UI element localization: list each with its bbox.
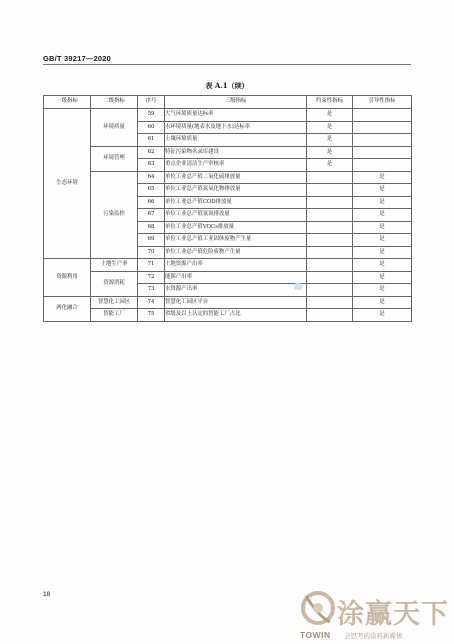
table-row: [44, 146, 412, 159]
level3-cell: 单位工业总产值危险废物产生量: [165, 246, 307, 259]
number-cell: 67: [138, 209, 165, 222]
number-cell: 69: [138, 234, 165, 247]
guiding-cell: [353, 146, 412, 159]
number-cell: 75: [138, 309, 165, 322]
number-cell: 62: [138, 146, 165, 159]
level3-cell: 能源产出率: [165, 271, 307, 284]
level2-cell: 环境管理: [91, 146, 138, 171]
level2-cell: 智慧化工园区: [91, 296, 138, 309]
guiding-cell: 是: [353, 296, 412, 309]
guiding-cell: 是: [353, 209, 412, 222]
col-header-number: 序号: [138, 96, 165, 109]
guiding-cell: 是: [353, 309, 412, 322]
table-body: [44, 109, 412, 322]
binding-cell: [307, 234, 353, 247]
level3-cell: 大气环境质量达标率: [165, 109, 307, 122]
guiding-cell: [353, 109, 412, 122]
level3-cell: 单位工业总产值VOCs排放量: [165, 221, 307, 234]
guiding-cell: [353, 159, 412, 172]
table-header-row: [44, 96, 412, 109]
level3-cell: 土壤环境质量: [165, 134, 307, 147]
binding-cell: [307, 309, 353, 322]
col-header-level3: 三级指标: [165, 96, 307, 109]
level3-cell: 单位工业总产值工业固体废物产生量: [165, 234, 307, 247]
page-number: 18: [43, 591, 51, 598]
guiding-cell: [353, 134, 412, 147]
guiding-cell: 是: [353, 246, 412, 259]
binding-cell: 是: [307, 121, 353, 134]
number-cell: 74: [138, 296, 165, 309]
brand-slogan: 会思考的涂料新媒体: [344, 632, 403, 640]
faint-watermark-mark: [294, 283, 302, 290]
level2-cell: 污染监控: [91, 171, 138, 259]
number-cell: 73: [138, 284, 165, 297]
binding-cell: [307, 271, 353, 284]
binding-cell: [307, 246, 353, 259]
binding-cell: [307, 259, 353, 272]
table-row: [44, 259, 412, 272]
binding-cell: [307, 171, 353, 184]
number-cell: 71: [138, 259, 165, 272]
number-cell: 60: [138, 121, 165, 134]
level3-cell: 重点企业清洁生产审核率: [165, 159, 307, 172]
binding-cell: [307, 296, 353, 309]
level3-cell: 单位工业总产值COD排放量: [165, 196, 307, 209]
number-cell: 68: [138, 221, 165, 234]
level2-cell: 资源消耗: [91, 271, 138, 296]
level3-cell: 智慧化工园区平台: [165, 296, 307, 309]
col-header-level2: 二级指标: [91, 96, 138, 109]
guiding-cell: [353, 121, 412, 134]
table-row: [44, 309, 412, 322]
binding-cell: [307, 184, 353, 197]
number-cell: 65: [138, 184, 165, 197]
level3-cell: 省级及以上认定的智能工厂占比: [165, 309, 307, 322]
level2-cell: 智能工厂: [91, 309, 138, 322]
guiding-cell: 是: [353, 271, 412, 284]
binding-cell: [307, 209, 353, 222]
level3-cell: 水环境质量(地表水及地下水)达标率: [165, 121, 307, 134]
binding-cell: 是: [307, 134, 353, 147]
guiding-cell: 是: [353, 284, 412, 297]
brand-name: 涂赢天下: [337, 599, 449, 630]
indicator-table: [43, 95, 412, 322]
level3-cell: 单位工业总产值氮氧化物排放量: [165, 184, 307, 197]
binding-cell: 是: [307, 109, 353, 122]
number-cell: 59: [138, 109, 165, 122]
binding-cell: [307, 221, 353, 234]
col-header-guiding: 引导性指标: [353, 96, 412, 109]
level2-cell: 环境质量: [91, 109, 138, 147]
binding-cell: 是: [307, 146, 353, 159]
guiding-cell: 是: [353, 259, 412, 272]
number-cell: 63: [138, 159, 165, 172]
level2-cell: 土地生产率: [91, 259, 138, 272]
level3-cell: 特征污染物名录库建设: [165, 146, 307, 159]
guiding-cell: 是: [353, 171, 412, 184]
table-title: 表 A.1（续）: [205, 81, 249, 90]
guiding-cell: 是: [353, 234, 412, 247]
binding-cell: [307, 196, 353, 209]
level1-cell: 资源利用: [44, 259, 91, 297]
level3-cell: 单位工业总产值氨氮排放量: [165, 209, 307, 222]
number-cell: 72: [138, 271, 165, 284]
header-rule: [43, 64, 411, 65]
table-row: [44, 109, 412, 122]
guiding-cell: 是: [353, 184, 412, 197]
col-header-binding: 约束性指标: [307, 96, 353, 109]
guiding-cell: 是: [353, 196, 412, 209]
binding-cell: [307, 284, 353, 297]
table-row: [44, 271, 412, 284]
level3-cell: 水资源产出率: [165, 284, 307, 297]
col-header-level1: 一级指标: [44, 96, 91, 109]
binding-cell: 是: [307, 159, 353, 172]
table-row: [44, 296, 412, 309]
number-cell: 70: [138, 246, 165, 259]
standard-code: GB/T 39217—2020: [43, 54, 112, 63]
brand-towin: TOWIN: [300, 630, 331, 640]
level1-cell: 两化融合: [44, 296, 91, 321]
level3-cell: 单位工业总产值二氧化硫排放量: [165, 171, 307, 184]
number-cell: 61: [138, 134, 165, 147]
table-row: [44, 171, 412, 184]
level1-cell: 生态环境: [44, 109, 91, 259]
number-cell: 64: [138, 171, 165, 184]
number-cell: 66: [138, 196, 165, 209]
guiding-cell: 是: [353, 221, 412, 234]
level3-cell: 土地资源产出率: [165, 259, 307, 272]
